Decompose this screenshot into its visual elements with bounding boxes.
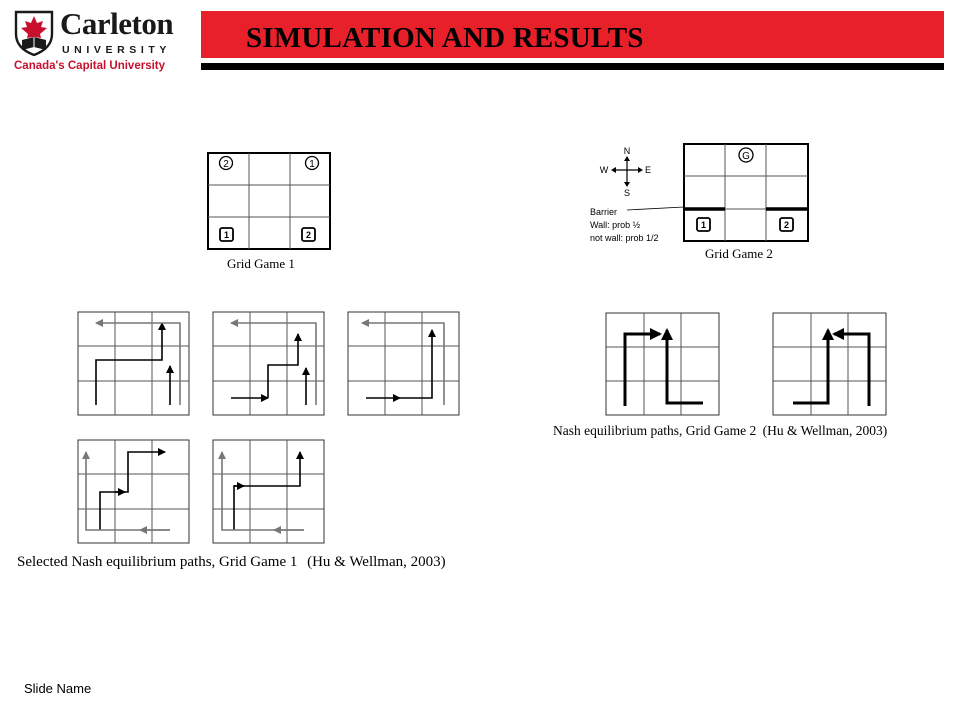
robot-2-label: 2: [783, 220, 790, 230]
game2-paths-caption: [553, 423, 887, 439]
slide-name: Slide Name: [24, 681, 92, 696]
g2-path-grid-1: [606, 313, 719, 415]
logo-university: UNIVERSITY: [62, 44, 172, 56]
compass-w: W: [599, 165, 609, 175]
grid-game-2: [590, 144, 808, 243]
compass-icon: [611, 156, 643, 187]
goal-2-label: 2: [223, 159, 229, 170]
robot-1-label: 1: [223, 230, 230, 240]
game2-citation: (Hu & Wellman, 2003): [762, 423, 888, 438]
g1-path-grid-2: [213, 312, 324, 415]
g1-path-grid-3: [348, 312, 459, 415]
compass-e: E: [644, 165, 652, 175]
barrier-pointer: [627, 207, 684, 210]
g1-path-grid-4: [78, 440, 189, 543]
goal-1-label: 1: [309, 159, 315, 170]
robot-1-label: 1: [700, 220, 707, 230]
barrier-note-1: Barrier: [590, 207, 618, 217]
logo-wordmark: Carleton: [60, 6, 174, 41]
game1-paths-title: Selected Nash equilibrium paths, Grid Game 1: [17, 554, 298, 570]
barrier-note-2: Wall: prob ½: [590, 220, 641, 230]
g1-path-grid-5: [213, 440, 324, 543]
compass-s: S: [623, 188, 631, 198]
robot-2-label: 2: [305, 230, 312, 240]
grid-game-2-caption: Grid Game 2: [705, 246, 773, 261]
g2-path-grid-2: [773, 313, 886, 415]
game1-paths-caption: [17, 554, 446, 571]
game2-paths-title: Nash equilibrium paths, Grid Game 2: [553, 423, 757, 438]
barrier-note-3: not wall: prob 1/2: [590, 233, 659, 243]
goal-label: G: [742, 151, 750, 162]
grid-game-1: [208, 153, 330, 249]
grid-game-1-caption: Grid Game 1: [227, 256, 295, 271]
logo-tagline: Canada's Capital University: [14, 60, 166, 72]
compass-n: N: [623, 146, 631, 156]
g1-path-grid-1: [78, 312, 189, 415]
game1-citation: (Hu & Wellman, 2003): [307, 554, 446, 570]
page-title: SIMULATION AND RESULTS: [246, 22, 644, 54]
